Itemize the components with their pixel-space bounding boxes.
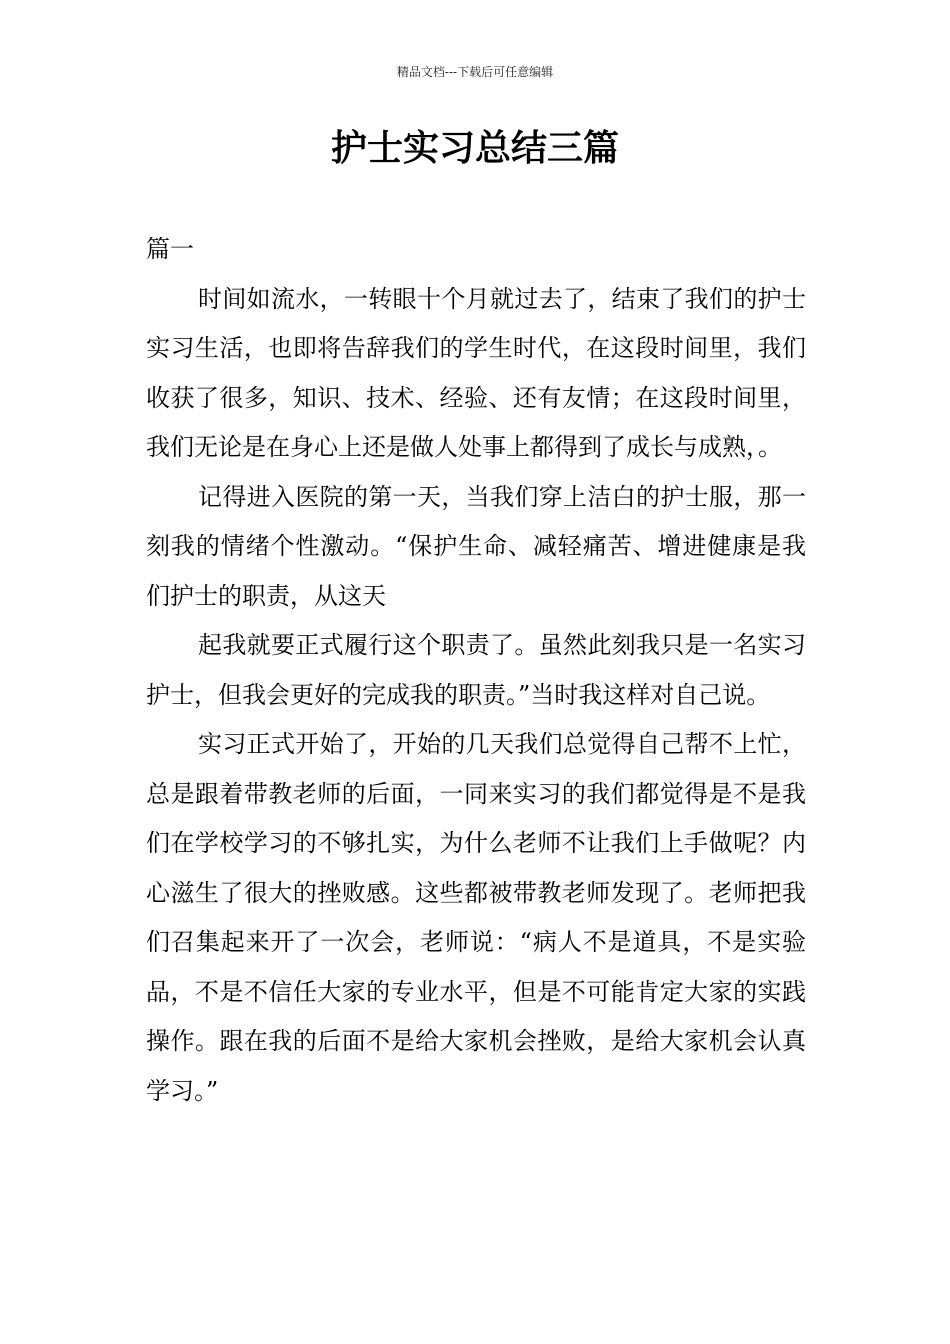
paragraph-1: 时间如流水，一转眼十个月就过去了，结束了我们的护士实习生活，也即将告辞我们的学生时代，在这段时间里，我们收获了很多，知识、技术、经验、还有友情；在这段时间里，我们无论是在身心上还是做人处事上都得到了成长与成熟，。 <box>146 284 806 461</box>
paragraph-3: 起我就要正式履行这个职责了。虽然此刻我只是一名实习护士，但我会更好的完成我的职责。”当时我这样对自己说。 <box>146 631 806 709</box>
section-label: 篇一 <box>146 235 194 263</box>
paragraph-4: 实习正式开始了，开始的几天我们总觉得自己帮不上忙，总是跟着带教老师的后面，一同来实习的我们都觉得是不是我们在学校学习的不够扎实，为什么老师不让我们上手做呢？内心滋生了很大的挫败感。这些都被带教老师发现了。老师把我们召集起来开了一次会，老师说：“病人不是道具，不是实验品，不是不信任大家的专业水平，但是不可能肯定大家的实践操作。跟在我的后面不是给大家机会挫败，是给大家机会认真学习。” <box>146 730 806 1105</box>
document-body <box>146 225 806 1116</box>
document-title: 护士实习总结三篇 <box>330 128 619 169</box>
paragraph-2: 记得进入医院的第一天，当我们穿上洁白的护士服，那一刻我的情绪个性激动。“保护生命、减轻痛苦、增进健康是我们护士的职责，从这天 <box>146 482 806 610</box>
page-header: 精品文档---下载后可任意编辑 <box>396 65 554 79</box>
